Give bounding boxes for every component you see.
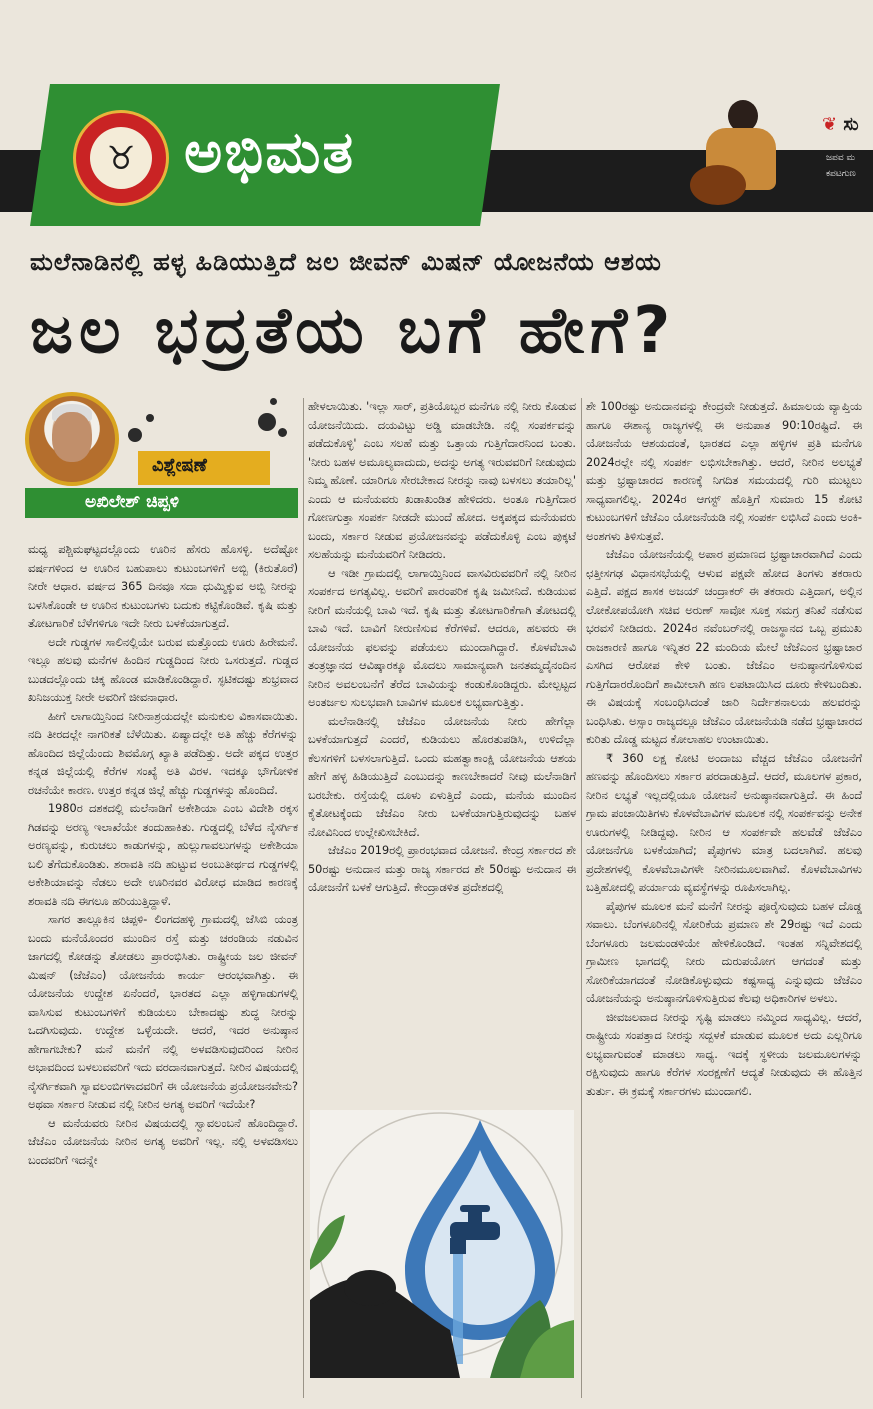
article-column-1 (28, 541, 298, 1401)
author-byline: ಅಖಿಲೇಶ್ ಚಿಪ್ಪಳಿ (25, 488, 298, 518)
right-subtext: ಜಪವ ಮ ಕಪಟಗುಣ (826, 153, 856, 179)
paragraph: 1980ರ ದಶಕದಲ್ಲಿ ಮಲೆನಾಡಿಗೆ ಅಕೇಶಿಯಾ ಎಂಬ ವಿದೇಶಿ ರಕ್ಕಸ ಗಿಡವನ್ನು ಅರಣ್ಯ ಇಲಾಖೆಯೇ ತಂದುಹಾಕಿತು. ಗುಡ್ಡದಲ್ಲಿ ಬೆಳೆದ ನೈಸರ್ಗಿಕ ಅರಣ್ಯವನ್ನು, ಕುರುಚಲು ಕಾಡುಗಳನ್ನು, ಹುಲ್ಲುಗಾವಲುಗಳನ್ನು ಅಕೇಶಿಯಾ ಬಲಿ ತೆಗೆದುಕೊಂಡಿತು. ಶರಾವತಿ ನದಿ ಹುಟ್ಟುವ ಅಂಬುತೀರ್ಥದ ಗುಡ್ಡಗಳಲ್ಲಿ ಅಕೇಶಿಯಾವನ್ನು ನೆಡಲು ಅದೇ ಊರಿನವರ ವಿರೋಧ ಮಾಡಿದ ಕಾರಣಕ್ಕೆ ಶರಾವತಿ ನದಿ ಈಗಲೂ ಹರಿಯುತ್ತಿದ್ದಾಳೆ. (28, 802, 298, 908)
paragraph: ಮಧ್ಯ ಪಶ್ಚಿಮಘಟ್ಟದಲ್ಲೊಂದು ಊರಿನ ಹೆಸರು ಹೊಸಳ್ಳಿ. ಅದೆಷ್ಟೋ ವರ್ಷಗಳಿಂದ ಆ ಊರಿನ ಬಹುಪಾಲು ಕುಟುಂಬಗಳಿಗೆ ಅಬ್ಬಿ (ಕಿರುತೊರೆ) ನೀರೇ ಆಧಾರ. ವರ್ಷದ 365 ದಿನವೂ ಸದಾ ಧುಮ್ಮಿಕ್ಕುವ ಅಬ್ಬಿ ನೀರನ್ನು ಬಳಸಿಕೊಂಡೇ ಆ ಊರಿನ ಕುಟುಂಬಗಳು ಬದುಕು ಕಟ್ಟಿಕೊಂಡಿವೆ. ಕೃಷಿ ಮತ್ತು ತೋಟಗಾರಿಕೆ ಬೆಳೆಗಳಿಗೂ ಇದೇ ನೀರು ಬಳಕೆಯಾಗುತ್ತದೆ. (28, 543, 298, 630)
column-divider (581, 398, 582, 1398)
right-brand: ❦ ಸು (822, 114, 859, 135)
paragraph: ಸಾಗರ ತಾಲ್ಲೂಕಿನ ಚಿಪ್ಪಳಿ- ಲಿಂಗದಹಳ್ಳಿ ಗ್ರಾಮದಲ್ಲಿ ಜೆಸಿಬಿ ಯಂತ್ರ ಬಂದು ಮನೆಯೊಂದರ ಮುಂದಿನ ರಸ್ತೆ ಮತ್ತು ಚರಂಡಿಯ ನಡುವಿನ ಜಾಗದಲ್ಲಿ ಕೋಡನ್ನು ತೋಡಲು ಪ್ರಾರಂಭಿಸಿತು. ರಾಷ್ಟ್ರೀಯ ಜಲ ಜೀವನ್ ಮಿಷನ್ (ಜೆಜೆಎಂ) ಯೋಜನೆಯ ಕಾರ್ಯ ಆರಂಭವಾಗಿತ್ತು. ಈ ಯೋಜನೆಯ ಉದ್ದೇಶ ಏನೆಂದರೆ, ಭಾರತದ ಎಲ್ಲಾ ಹಳ್ಳಿಗಾಡುಗಳಲ್ಲಿ ವಾಸಿಸುವ ಕುಟುಂಬಗಳಿಗೆ ಕುಡಿಯಲು ಬೇಕಾದಷ್ಟು ಶುದ್ಧ ನೀರನ್ನು ಒದಗಿಸುವುದು. ಉದ್ದೇಶ ಒಳ್ಳೆಯದೇ. ಆದರೆ, ಇದರ ಅನುಷ್ಠಾನ ಹೇಗಾಗಬೇಕು? ಮನೆ ಮನೆಗೆ ನಲ್ಲಿ ಅಳವಡಿಸುವುದರಿಂದ ನೀರಿನ ಅಭಾವದಿಂದ ಬಳಲುವವರಿಗೆ ಇದು ವರದಾನವಾಗುತ್ತದೆ. ನೀರಿನ ವಿಷಯದಲ್ಲಿ ನೈಸರ್ಗಿಕವಾಗಿ ಸ್ವಾವಲಂಬಿಗಳಾದವರಿಗೆ ಈ ಯೋಜನೆಯ ಪ್ರಯೋಜನವೇನು? ಅಥವಾ ಸರ್ಕಾರ ನೀಡುವ ನಲ್ಲಿ ನೀರಿನ ಅಗತ್ಯ ಅವರಿಗೆ ಇದೆಯೇ? (28, 913, 298, 1111)
paragraph: ಹೇಳಲಾಯಿತು. 'ಇಲ್ಲಾ ಸಾರ್, ಪ್ರತಿಯೊಬ್ಬರ ಮನೆಗೂ ನಲ್ಲಿ ನೀರು ಕೊಡುವ ಯೋಜನೆಯಿದು. ದಯವಿಟ್ಟು ಅಡ್ಡಿ ಮಾಡಬೇಡಿ. ನಲ್ಲಿ ಸಂಪರ್ಕವನ್ನು ಪಡೆದುಕೊಳ್ಳಿ' ಎಂಬ ಸಲಹೆ ಮತ್ತು ಒತ್ತಾಯ ಗುತ್ತಿಗೆದಾರನಿಂದ ಬಂತು. 'ನೀರು ಬಹಳ ಅಮೂಲ್ಯವಾದುದು, ಅದನ್ನು ಅಗತ್ಯ ಇರುವವರಿಗೆ ನೀಡುವುದು ನಿಮ್ಮ ಹೊಣೆ. ಯಾರಿಗೂ ಸೇರಬೇಕಾದ ನೀರನ್ನು ನಾವು ಬಳಸಲು ತಯಾರಿಲ್ಲ' ಎಂದು ಆ ಮನೆಯವರು ಖಡಾಖಂಡಿತ ಹೇಳಿದರು. ಅಂತೂ ಗುತ್ತಿಗೆದಾರ ಗೋಣಗುತ್ತಾ ಸಂಪರ್ಕ ನೀಡದೇ ಮುಂದೆ ಹೋದ. ಅಕ್ಕಪಕ್ಕದ ಮನೆಯವರು ಬಂದು, ಸರ್ಕಾರ ನೀಡುವ ಪ್ರಯೋಜನವನ್ನು ಪಡೆದುಕೊಳ್ಳಿ ಎಂಬ ಪುಕ್ಕಟೆ ಸಲಹೆಯನ್ನು ಮನೆಯವರಿಗೆ ನೀಡಿದರು. (308, 400, 576, 561)
article-kicker: ಮಲೆನಾಡಿನಲ್ಲಿ ಹಳ್ಳ ಹಿಡಿಯುತ್ತಿದೆ ಜಲ ಜೀವನ್ ಮಿಷನ್ ಯೋಜನೆಯ ಆಶಯ (30, 248, 662, 276)
article-column-3 (586, 398, 862, 1398)
paragraph: ₹ 360 ಲಕ್ಷ ಕೋಟಿ ಅಂದಾಜು ವೆಚ್ಚದ ಜೆಜೆಎಂ ಯೋಜನೆಗೆ ಹಣವನ್ನು ಹೊಂದಿಸಲು ಸರ್ಕಾರ ಪರದಾಡುತ್ತಿದೆ. ಆದರೆ, ಮೂಲಗಳ ಪ್ರಕಾರ, ನೀರಿನ ಲಭ್ಯತೆ ಇಲ್ಲದಲ್ಲಿಯೂ ಯೋಜನೆ ಅನುಷ್ಠಾನವಾಗುತ್ತಿದೆ. ಈ ಹಿಂದೆ ಗ್ರಾಮ ಪಂಚಾಯಿತಿಗಳು ಕೊಳವೆಬಾವಿಗಳ ಮೂಲಕ ನಲ್ಲಿ ಸಂಪರ್ಕವನ್ನು ಅನೇಕ ಊರುಗಳಲ್ಲಿ ನೀಡಿದ್ದವು. ನೀರಿನ ಆ ಸಂಪರ್ಕವೇ ಹಲವೆಡೆ ಜೆಜೆಎಂ ಯೋಜನೆಗೂ ಬಳಕೆಯಾಗಿದೆ; ಪೈಪುಗಳು ಮಾತ್ರ ಬದಲಾಗಿವೆ. ಹಲವು ಪ್ರದೇಶಗಳಲ್ಲಿ ಕೊಳವೆಬಾವಿಗಳೇ ನೀರಿನಮೂಲವಾಗಿವೆ. ಕೊಳವೆಬಾವಿಗಳು ಬತ್ತಿಹೋದಲ್ಲಿ ಪರ್ಯಾಯ ವ್ಯವಸ್ಥೆಗಳನ್ನು ರೂಪಿಸಲಾಗಿಲ್ಲ. (586, 751, 862, 894)
paragraph: ಪೈಪುಗಳ ಮೂಲಕ ಮನೆ ಮನೆಗೆ ನೀರನ್ನು ಪೂರೈಸುವುದು ಬಹಳ ದೊಡ್ಡ ಸವಾಲು. ಬೆಂಗಳೂರಿನಲ್ಲಿ ಸೋರಿಕೆಯ ಪ್ರಮಾಣ ಶೇ 29ರಷ್ಟು ಇದೆ ಎಂದು ಬೆಂಗಳೂರು ಜಲಮಂಡಳಿಯೇ ಹೇಳಿಕೊಂಡಿದೆ. ಇಂತಹ ಸನ್ನಿವೇಶದಲ್ಲಿ ಗ್ರಾಮೀಣ ಭಾಗದಲ್ಲಿ ನೀರು ದುರುಪಯೋಗ ಆಗದಂತೆ ಮತ್ತು ಸೋರಿಕೆಯಾಗದಂತೆ ನೋಡಿಕೊಳ್ಳುವುದು ಕಷ್ಟಸಾಧ್ಯ ಎನ್ನುವುದು ಜೆಜೆಎಂ ಯೋಜನೆಯನ್ನು ಅನುಷ್ಠಾನಗೊಳಿಸುತ್ತಿರುವ ಕೆಲವು ಅಧಿಕಾರಿಗಳ ಅಳಲು. (586, 899, 862, 1005)
veena-icon (690, 165, 746, 205)
paragraph: ಆ ಇಡೀ ಗ್ರಾಮದಲ್ಲಿ ಲಾಗಾಯ್ತಿನಿಂದ ವಾಸವಿರುವವರಿಗೆ ನಲ್ಲಿ ನೀರಿನ ಸಂಪರ್ಕದ ಅಗತ್ಯವಿಲ್ಲ. ಅವರಿಗೆ ಪಾರಂಪರಿಕ ಕೃಷಿ ಜಮೀನಿದೆ. ಕುಡಿಯುವ ನೀರಿಗೆ ಮನೆಯಲ್ಲಿ ಬಾವಿ ಇದೆ. ಕೃಷಿ ಮತ್ತು ತೋಟಗಾರಿಕೆಗಾಗಿ ತೋಟದಲ್ಲಿ ಬಾವಿ ಇದೆ. ಬಾವಿಗೆ ನೀರುಣಿಸುವ ಕೆರೆಗಳಿವೆ. ಆದರೂ, ಹಲವರು ಈ ಯೋಜನೆಯ ಫಲವನ್ನು ಪಡೆಯಲು ಮುಂದಾಗಿದ್ದಾರೆ. ಕೊಳವೆಬಾವಿ ತಂತ್ರಜ್ಞಾನದ ಆವಿಷ್ಕಾರಕ್ಕೂ ಮೊದಲು ಸಾಮಾನ್ಯವಾಗಿ ಜನತಮ್ಮದೈನಂದಿನ ನೀರಿನ ಅವಲಂಬನೆಗೆ ತೆರೆದ ಬಾವಿಯನ್ನು ಕಂಡುಕೊಂಡಿದ್ದರು. ಮೇಲ್ಪಟ್ಟದ ಅಂತರ್ಜಲ ಸುಲಭವಾಗಿ ಬಾವಿಗಳ ಮೂಲಕ ಲಭ್ಯವಾಗುತ್ತಿತ್ತು. (308, 566, 576, 709)
article-headline: ಜಲ ಭದ್ರತೆಯ ಬಗೆ ಹೇಗೆ? (30, 294, 677, 368)
water-tap-icon (310, 1110, 574, 1378)
article-column-2 (308, 398, 576, 1093)
paragraph: ಜೀವಜಲವಾದ ನೀರನ್ನು ಸೃಷ್ಟಿ ಮಾಡಲು ನಮ್ಮಿಂದ ಸಾಧ್ಯವಿಲ್ಲ. ಆದರೆ, ರಾಷ್ಟ್ರೀಯ ಸಂಪತ್ತಾದ ನೀರನ್ನು ಸದ್ಬಳಕೆ ಮಾಡುವ ಮೂಲಕ ಅದು ಎಲ್ಲರಿಗೂ ಲಭ್ಯವಾಗುವಂತೆ ಮಾಡಲು ಸಾಧ್ಯ. ಇದಕ್ಕೆ ಸ್ಥಳೀಯ ಜಲಮೂಲಗಳನ್ನು ರಕ್ಷಿಸುವುದು ಹಾಗೂ ಕೆರೆಗಳ ಸಂರಕ್ಷಣೆಗೆ ಆದ್ಯತೆ ನೀಡುವುದು ಈ ಹೊತ್ತಿನ ತುರ್ತು. ಈ ಕ್ರಮಕ್ಕೆ ಸರ್ಕಾರಗಳು ಮುಂದಾಗಲಿ. (586, 1010, 862, 1098)
paragraph: ಆ ಮನೆಯವರು ನೀರಿನ ವಿಷಯದಲ್ಲಿ ಸ್ವಾವಲಂಬನೆ ಹೊಂದಿದ್ದಾರೆ. ಜೆಜೆಎಂ ಯೋಜನೆಯ ನೀರಿನ ಅಗತ್ಯ ಅವರಿಗೆ ಇಲ್ಲ. ನಲ್ಲಿ ಅಳವಡಿಸಲು ಬಂದವರಿಗೆ ಇದನ್ನೇ (28, 1116, 298, 1167)
column-label: ವಿಶ್ಲೇಷಣೆ (138, 451, 270, 485)
author-photo-face (52, 412, 92, 462)
paragraph: ಅದೇ ಗುಡ್ಡಗಳ ಸಾಲಿನಲ್ಲಿಯೇ ಬರುವ ಮತ್ತೊಂದು ಊರು ಹಿರೇಮನೆ. ಇಲ್ಲೂ ಹಲವು ಮನೆಗಳ ಹಿಂದಿನ ಗುಡ್ಡದಿಂದ ನೀರು ಒಸರುತ್ತದೆ. ಗುಡ್ಡದ ಬುಡದಲ್ಲೊಂದು ಚಿಕ್ಕ ಹೊಂಡ ಮಾಡಿಕೊಂಡಿದ್ದಾರೆ. ಸ್ಫಟಿಕದಷ್ಟು ಶುಭ್ರವಾದ ಖನಿಜಯುಕ್ತ ನೀರೇ ಅವರಿಗೆ ಜೀವನಾಧಾರ. (28, 635, 298, 704)
paragraph: ಶೇ 100ರಷ್ಟು ಅನುದಾನವನ್ನು ಕೇಂದ್ರವೇ ನೀಡುತ್ತದೆ. ಹಿಮಾಲಯ ವ್ಯಾಪ್ತಿಯ ಹಾಗೂ ಈಶಾನ್ಯ ರಾಜ್ಯಗಳಲ್ಲಿ ಈ ಅನುಪಾತ 90:10ರಷ್ಟಿದೆ. ಈ ಯೋಜನೆಯ ಆಶಯದಂತೆ, ಭಾರತದ ಎಲ್ಲಾ ಹಳ್ಳಿಗಳ ಪ್ರತಿ ಮನೆಗೂ 2024ರಲ್ಲೇ ನಲ್ಲಿ ಸಂಪರ್ಕ ಲಭಿಸಬೇಕಾಗಿತ್ತು. ಆದರೆ, ನೀರಿನ ಅಲಭ್ಯತೆ ಮತ್ತು ಭ್ರಷ್ಟಾಚಾರದ ಕಾರಣಕ್ಕೆ ನಿಗದಿತ ಸಮಯದಲ್ಲಿ ಗುರಿ ಮುಟ್ಟಲು ಸಾಧ್ಯವಾಗಲಿಲ್ಲ. 2024ರ ಆಗಸ್ಟ್ ಹೊತ್ತಿಗೆ ಸುಮಾರು 15 ಕೋಟಿ ಕುಟುಂಬಗಳಿಗೆ ಜೆಜೆಎಂ ಯೋಜನೆಯಡಿ ನಲ್ಲಿ ಸಂಪರ್ಕ ಲಭಿಸಿದೆ ಎಂದು ಅಂಕಿ-ಅಂಶಗಳು ತಿಳಿಸುತ್ತವೆ. (586, 400, 862, 543)
section-logo (73, 110, 169, 206)
paragraph: ಮಲೆನಾಡಿನಲ್ಲಿ ಜೆಜೆಎಂ ಯೋಜನೆಯ ನೀರು ಹೇಗೆಲ್ಲಾ ಬಳಕೆಯಾಗುತ್ತದೆ ಎಂದರೆ, ಕುಡಿಯಲು ಹೊರತುಪಡಿಸಿ, ಉಳಿದೆಲ್ಲಾ ಕೆಲಸಗಳಿಗೆ ಬಳಸಲಾಗುತ್ತಿದೆ. ಒಂದು ಮಹತ್ವಾಕಾಂಕ್ಷಿ ಯೋಜನೆಯ ಆಶಯ ಹೇಗೆ ಹಳ್ಳ ಹಿಡಿಯುತ್ತಿದೆ ಎಂಬುದನ್ನು ಕಾಣಬೇಕಾದರೆ ನೀವು ಮಲೆನಾಡಿಗೆ ಬರಬೇಕು. ರಸ್ತೆಯಲ್ಲಿ ದೂಳು ಏಳುತ್ತಿದೆ ಎಂದು, ಮನೆಯ ಮುಂದಿನ ಕೈತೋಟಕ್ಕೆಂದು ಜೆಜೆಎಂ ನೀರು ಬಳಕೆಯಾಗುತ್ತಿರುವುದನ್ನು ಬಹಳ ನೋವಿನಿಂದ ಉಲ್ಲೇಖಿಸಬೇಕಿದೆ. (308, 714, 576, 839)
section-tag: ಅಭಿಮತ (184, 118, 356, 186)
column-divider (303, 398, 304, 1398)
paragraph: ಜೆಜೆಎಂ ಯೋಜನೆಯಲ್ಲಿ ಅಪಾರ ಪ್ರಮಾಣದ ಭ್ರಷ್ಟಾಚಾರವಾಗಿದೆ ಎಂದು ಛತ್ತೀಸಗಢ ವಿಧಾನಸಭೆಯಲ್ಲಿ ಆಳುವ ಪಕ್ಷವೇ ಹೋದ ತಿಂಗಳು ತಕರಾರು ಎತ್ತಿದೆ. ಪಕ್ಷದ ಶಾಸಕ ಅಜಯ್ ಚಂದ್ರಾಕರ್ ಈ ತಕರಾರು ಎತ್ತಿದಾಗ, ಅಲ್ಲಿನ ಲೋಕೋಪಯೋಗಿ ಸಚಿವ ಅರುಣ್ ಸಾವೋ ಸೂಕ್ತ ಸಮಗ್ರ ತನಿಖೆ ನಡೆಸುವ ಭರವಸೆ ನೀಡಿದರು. 2024ರ ನವೆಂಬರ್‌ನಲ್ಲಿ ರಾಜಸ್ಥಾನದ ಒಬ್ಬ ಪ್ರಮುಖ ರಾಜಕಾರಣಿ ಹಾಗೂ ಇನ್ನಿತರ 22 ಮಂದಿಯ ಮೇಲೆ ಜೆಜೆಎಂನ ಭ್ರಷ್ಟಾಚಾರ ಎಸಗಿದ ಆರೋಪ ಕೇಳಿ ಬಂತು. ಜೆಜೆಎಂ ಅನುಷ್ಠಾನಗೊಳಿಸುವ ಗುತ್ತಿಗೆದಾರರೊಂದಿಗೆ ಶಾಮೀಲಾಗಿ ಹಣ ಲಪಟಾಯಿಸಿದ ದೂರು ಕೇಳಿಬಂದಿತು. ಈ ವಿಷಯಕ್ಕೆ ಸಂಬಂಧಿಸಿದಂತೆ ಜಾರಿ ನಿರ್ದೇಶನಾಲಯ ಹಲವರನ್ನು ಬಂಧಿಸಿತು. ಅಸ್ಸಾಂ ರಾಜ್ಯದಲ್ಲೂ ಜೆಜೆಎಂ ಯೋಜನೆಯಡಿ ನಡೆದ ಭ್ರಷ್ಟಾಚಾರದ ಕುರಿತು ದೊಡ್ಡ ಮಟ್ಟದ ಕೋಲಾಹಲ ಉಂಟಾಯಿತು. (586, 548, 862, 746)
paragraph: ಜೆಜೆಎಂ 2019ರಲ್ಲಿ ಪ್ರಾರಂಭವಾದ ಯೋಜನೆ. ಕೇಂದ್ರ ಸರ್ಕಾರದ ಶೇ 50ರಷ್ಟು ಅನುದಾನ ಮತ್ತು ರಾಜ್ಯ ಸರ್ಕಾರದ ಶೇ 50ರಷ್ಟು ಅನುದಾನ ಈ ಯೋಜನೆಗೆ ಬಳಕೆ ಆಗುತ್ತಿದೆ. ಕೇಂದ್ರಾಡಳಿತ ಪ್ರದೇಶದಲ್ಲಿ (308, 844, 576, 894)
paragraph: ಹೀಗೆ ಲಾಗಾಯ್ತಿನಿಂದ ನೀರಿನಾಶ್ರಯದಲ್ಲೇ ಮನುಕುಲ ವಿಕಾಸವಾಯಿತು. ನದಿ ತೀರದಲ್ಲೇ ನಾಗರಿಕತೆ ಬೆಳೆಯಿತು. ಏಷ್ಯಾದಲ್ಲೇ ಅತಿ ಹೆಚ್ಚು ಕೆರೆಗಳನ್ನು ಹೊಂದಿದ ಜಿಲ್ಲೆಯೆಂದು ಶಿವಮೊಗ್ಗ ಖ್ಯಾತಿ ಪಡೆದಿತ್ತು. ಅದೇ ಪಕ್ಕದ ಉತ್ತರ ಕನ್ನಡ ಜಿಲ್ಲೆಯಲ್ಲಿ ಕೆರೆಗಳ ಸಂಖ್ಯೆ ಅತಿ ವಿರಳ. ಇದಕ್ಕೂ ಭೌಗೋಳಿಕ ರಚನೆಯೇ ಕಾರಣ. ಉತ್ತರ ಕನ್ನಡ ಜಿಲ್ಲೆ ಹೆಚ್ಚು ಗುಡ್ಡಗಳನ್ನು ಹೊಂದಿದೆ. (28, 709, 298, 797)
water-drop-illustration (310, 1110, 574, 1378)
heart-icon: ❦ (822, 114, 838, 135)
nandi-icon: ♉ (90, 127, 152, 189)
